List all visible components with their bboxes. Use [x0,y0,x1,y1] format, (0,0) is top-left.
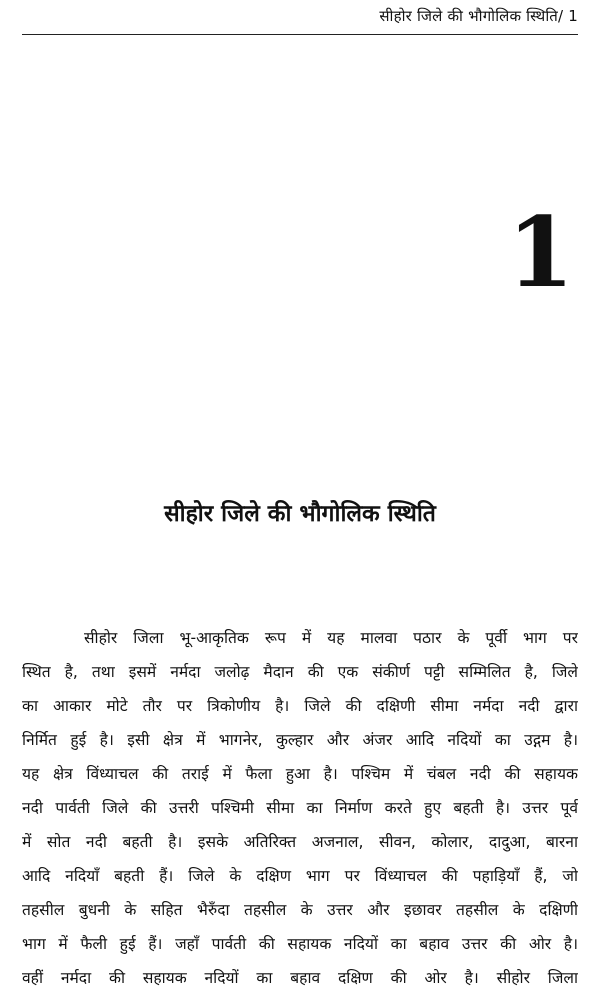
body-line: निर्मित हुई है। इसी क्षेत्र में भागनेर, कुल्हार और अंजर आदि नदियों का उद्गम है। [22,731,578,749]
body-line: सीहोर जिला भू-आकृतिक रूप में यह मालवा पठार के पूर्वी भाग पर [84,629,578,647]
body-line: का आकार मोटे तौर पर त्रिकोणीय है। जिले की दक्षिणी सीमा नर्मदा नदी द्वारा [22,697,578,715]
chapter-title: सीहोर जिले की भौगोलिक स्थिति [164,501,436,527]
body-line: वहीं नर्मदा की सहायक नदियों का बहाव दक्षिण की ओर है। सीहोर जिला [22,969,578,987]
body-line: नदी पार्वती जिले की उत्तरी पश्चिमी सीमा का निर्माण करते हुए बहती है। उत्तर पूर्व [22,799,578,817]
body-line: भाग में फैली हुई हैं। जहाँ पार्वती की सहायक नदियों का बहाव उत्तर की ओर है। [22,935,578,953]
header-rule [22,34,578,35]
body-line: आदि नदियाँ बहती हैं। जिले के दक्षिण भाग पर विंध्याचल की पहाड़ियाँ हैं, जो [22,867,578,885]
chapter-number: 1 [507,196,574,309]
body-paragraph [22,621,578,995]
running-header: सीहोर जिले की भौगोलिक स्थिति/ 1 [379,7,578,25]
body-line: यह क्षेत्र विंध्याचल की तराई में फैला हुआ है। पश्चिम में चंबल नदी की सहायक [22,765,578,783]
body-line: तहसील बुधनी के सहित भैरुँदा तहसील के उत्तर और इछावर तहसील के दक्षिणी [22,901,578,919]
body-line: में सोत नदी बहती है। इसके अतिरिक्त अजनाल, सीवन, कोलार, दादुआ, बारना [22,833,578,851]
body-line: स्थित है, तथा इसमें नर्मदा जलोढ़ मैदान की एक संकीर्ण पट्टी सम्मिलित है, जिले [22,663,578,681]
